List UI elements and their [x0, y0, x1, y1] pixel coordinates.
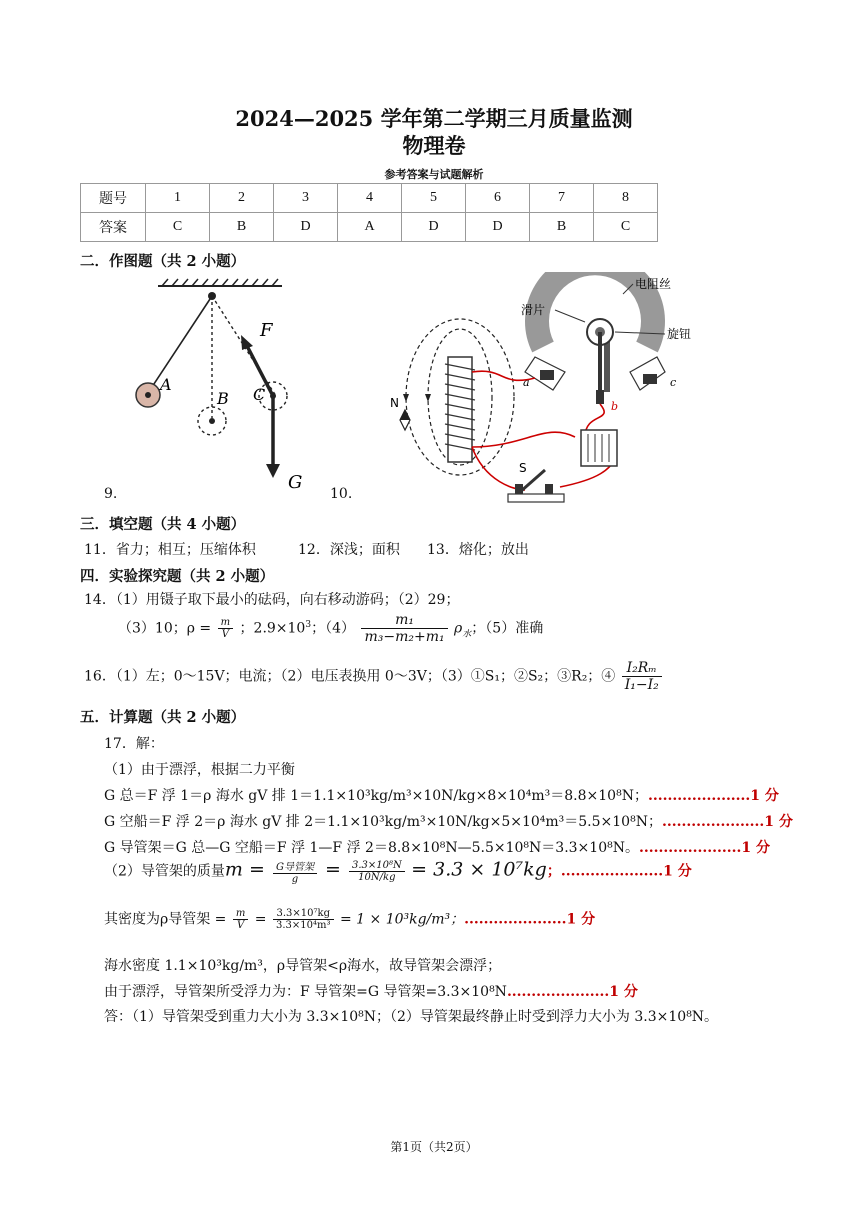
table-cell: B — [210, 213, 274, 242]
label-resistance-wire: 电阻丝 — [635, 277, 672, 291]
figure-10-label: 10. — [330, 486, 353, 502]
fraction: $\frac{\text{G导管架}}{g}$ — [273, 858, 317, 885]
table-cell: D — [402, 213, 466, 242]
calc-line: （1）由于漂浮，根据二力平衡 — [104, 762, 295, 778]
answer-q13: 13．熔化；放出 — [427, 542, 529, 558]
compass-N-label: N — [390, 396, 399, 410]
label-knob: 旋钮 — [667, 327, 692, 341]
label-c: c — [670, 376, 677, 389]
table-cell: 6 — [466, 184, 530, 213]
table-cell: D — [274, 213, 338, 242]
section-heading: 三．填空题（共 4 小题） — [80, 516, 246, 533]
answer-q16: 16．（1）左；0～15V；电流；（2）电压表换用 0～3V；（3）①S₁；②S₂；③R₂；④ $\frac{\text{I₂Rₘ}}{\text{I₁−I₂}}$ — [84, 660, 664, 693]
switch-base — [508, 494, 564, 502]
caption: 参考答案与试题解析 — [384, 168, 484, 181]
label-S: S — [519, 461, 527, 475]
fraction: $\frac{\text{I₂Rₘ}}{\text{I₁−I₂}}$ — [622, 660, 662, 693]
table-row — [81, 184, 658, 213]
label-slider: 滑片 — [521, 303, 546, 317]
table-cell: C — [594, 213, 658, 242]
pendulum-figure — [120, 278, 320, 496]
table-cell: 1 — [146, 184, 210, 213]
section-heading: 二．作图题（共 2 小题） — [80, 253, 246, 270]
answer-q12: 12．深浅；面积 — [298, 542, 400, 558]
section-heading: 五．计算题（共 2 小题） — [80, 709, 246, 726]
table-header-cell: 题号 — [81, 184, 146, 213]
label-a: a — [523, 376, 530, 389]
section-heading: 四．实验探究题（共 2 小题） — [80, 568, 275, 585]
table-cell: 7 — [530, 184, 594, 213]
answer-table — [80, 183, 658, 242]
table-cell: C — [146, 213, 210, 242]
table-header-cell: 答案 — [81, 213, 146, 242]
q17-start: 17．解： — [104, 736, 164, 752]
table-cell: 5 — [402, 184, 466, 213]
solenoid — [448, 357, 472, 462]
label-G: G — [288, 472, 303, 493]
fraction: $\frac{\text{3.3×10⁷kg}}{\text{3.3×10⁴m³}}$ — [273, 908, 334, 931]
battery — [581, 430, 617, 466]
answer-q11: 11．省力；相互；压缩体积 — [84, 542, 256, 558]
label-C: C — [253, 385, 266, 404]
calc-line-density: 其密度为ρ导管架 = $\frac{m}{V}$ = $\frac{\text{3.3×10⁷kg}}{\text{3.3×10⁴m³}}$ = 1 × 10³kg/m³；.....................1 分 — [104, 908, 596, 931]
table-cell: B — [530, 213, 594, 242]
calc-line: 由于漂浮，导管架所受浮力为：F 导管架=G 导管架=3.3×10⁸N.....................1 分 — [104, 984, 638, 1000]
fraction: $\frac{m}{V}$ — [218, 617, 233, 640]
calc-line: G 空船＝F 浮 2＝ρ 海水 gV 排 2＝1.1×10³kg/m³×10N/kg×5×10⁴m³＝5.5×10⁸N；.....................1 分 — [104, 814, 793, 830]
circuit-figure — [385, 272, 705, 512]
label-F: F — [260, 320, 273, 341]
label-A: A — [160, 375, 172, 394]
table-cell: 2 — [210, 184, 274, 213]
label-B: B — [217, 389, 229, 408]
calc-line: 海水密度 1.1×10³kg/m³，ρ导管架<ρ海水，故导管架会漂浮； — [104, 958, 502, 974]
table-cell: A — [338, 213, 402, 242]
label-b: b — [611, 400, 619, 413]
fraction: $\frac{\text{m₁}}{\text{m₃−m₂+m₁}}$ — [361, 612, 447, 645]
calc-line-mass: （2）导管架的质量m = $\frac{\text{G导管架}}{g}$ = $\frac{\text{3.3×10⁸N}}{10N/kg}$ = 3.3 × 10⁷kg；.....................1 分 — [104, 858, 692, 885]
table-cell: 3 — [274, 184, 338, 213]
table-cell: 8 — [594, 184, 658, 213]
fraction: $\frac{\text{3.3×10⁸N}}{10N/kg}$ — [349, 860, 405, 883]
paper-subtitle: 物理卷 — [402, 133, 466, 158]
answer-q14-line1: 14．（1）用镊子取下最小的砝码，向右移动游码；（2）29； — [84, 592, 460, 608]
page-footer: 第1页（共2页） — [390, 1140, 478, 1154]
table-row — [81, 213, 658, 242]
fraction: $\frac{m}{V}$ — [233, 908, 248, 931]
calc-line: G 导管架＝G 总—G 空船＝F 浮 1—F 浮 2＝8.8×10⁸N—5.5×10⁸N＝3.3×10⁸N。.....................1 分 — [104, 840, 770, 856]
ceiling-hatch — [162, 279, 278, 286]
figure-9-label: 9. — [104, 486, 118, 502]
page-title: 2024—2025 学年第二学期三月质量监测 — [235, 106, 633, 131]
table-cell: 4 — [338, 184, 402, 213]
table-cell: D — [466, 213, 530, 242]
final-answer: 答：（1）导管架受到重力大小为 3.3×10⁸N；（2）导管架最终静止时受到浮力大小为 3.3×10⁸N。 — [104, 1009, 719, 1025]
answer-q14-line2: （3）10；ρ = $\frac{m}{V}$ ；$2.9\times 10^3$；（4） $\frac{\text{m₁}}{\text{m₃−m₂+m₁}}$ $\rho_水$；（5）准确 — [118, 612, 544, 645]
calc-line: G 总＝F 浮 1＝ρ 海水 gV 排 1＝1.1×10³kg/m³×10N/kg×8×10⁴m³＝8.8×10⁸N；.....................1 分 — [104, 788, 779, 804]
